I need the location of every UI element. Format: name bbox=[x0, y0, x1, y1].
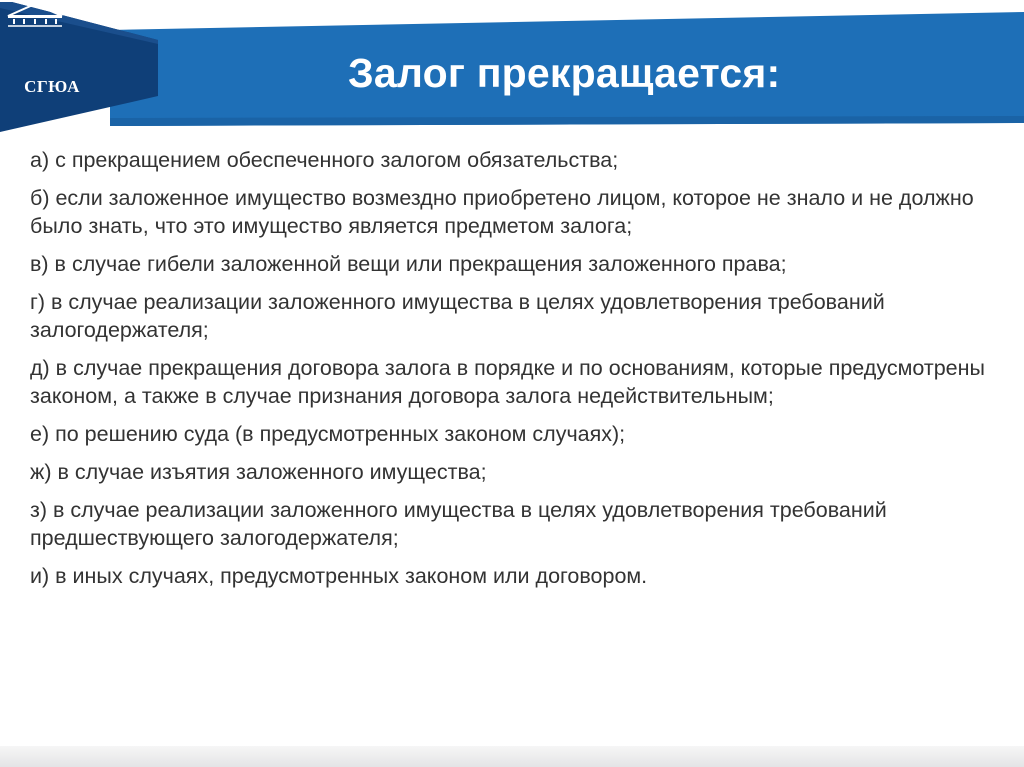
slide-title: Залог прекращается: bbox=[348, 50, 781, 96]
list-item-b: б) если заложенное имущество возмездно приобретено лицом, которое не знало и не должно было знать, что это имущество является предметом залога; bbox=[30, 186, 974, 238]
list-item-zh: ж) в случае изъятия заложенного имущества; bbox=[30, 460, 487, 484]
list-item-z: з) в случае реализации заложенного имущества в целях удовлетворения требований предшествующего залогодержателя; bbox=[30, 498, 887, 550]
list-item-d: д) в случае прекращения договора залога в порядке и по основаниям, которые предусмотрены законом, а также в случае признания договора залога недействительным; bbox=[30, 356, 985, 408]
building-logo-icon bbox=[0, 0, 70, 52]
list-item-v: в) в случае гибели заложенной вещи или прекращения заложенного права; bbox=[30, 252, 787, 276]
items-list bbox=[30, 146, 1005, 600]
list-item-e: е) по решению суда (в предусмотренных законом случаях); bbox=[30, 422, 626, 446]
list-item-a: а) с прекращением обеспеченного залогом обязательства; bbox=[30, 148, 619, 172]
header-banner bbox=[0, 0, 1024, 134]
slide-bottom-edge bbox=[0, 746, 1024, 767]
list-item-g: г) в случае реализации заложенного имущества в целях удовлетворения требований залогодержателя; bbox=[30, 290, 885, 342]
list-item-i: и) в иных случаях, предусмотренных законом или договором. bbox=[30, 564, 648, 588]
logo-text: СГЮА bbox=[24, 77, 80, 96]
